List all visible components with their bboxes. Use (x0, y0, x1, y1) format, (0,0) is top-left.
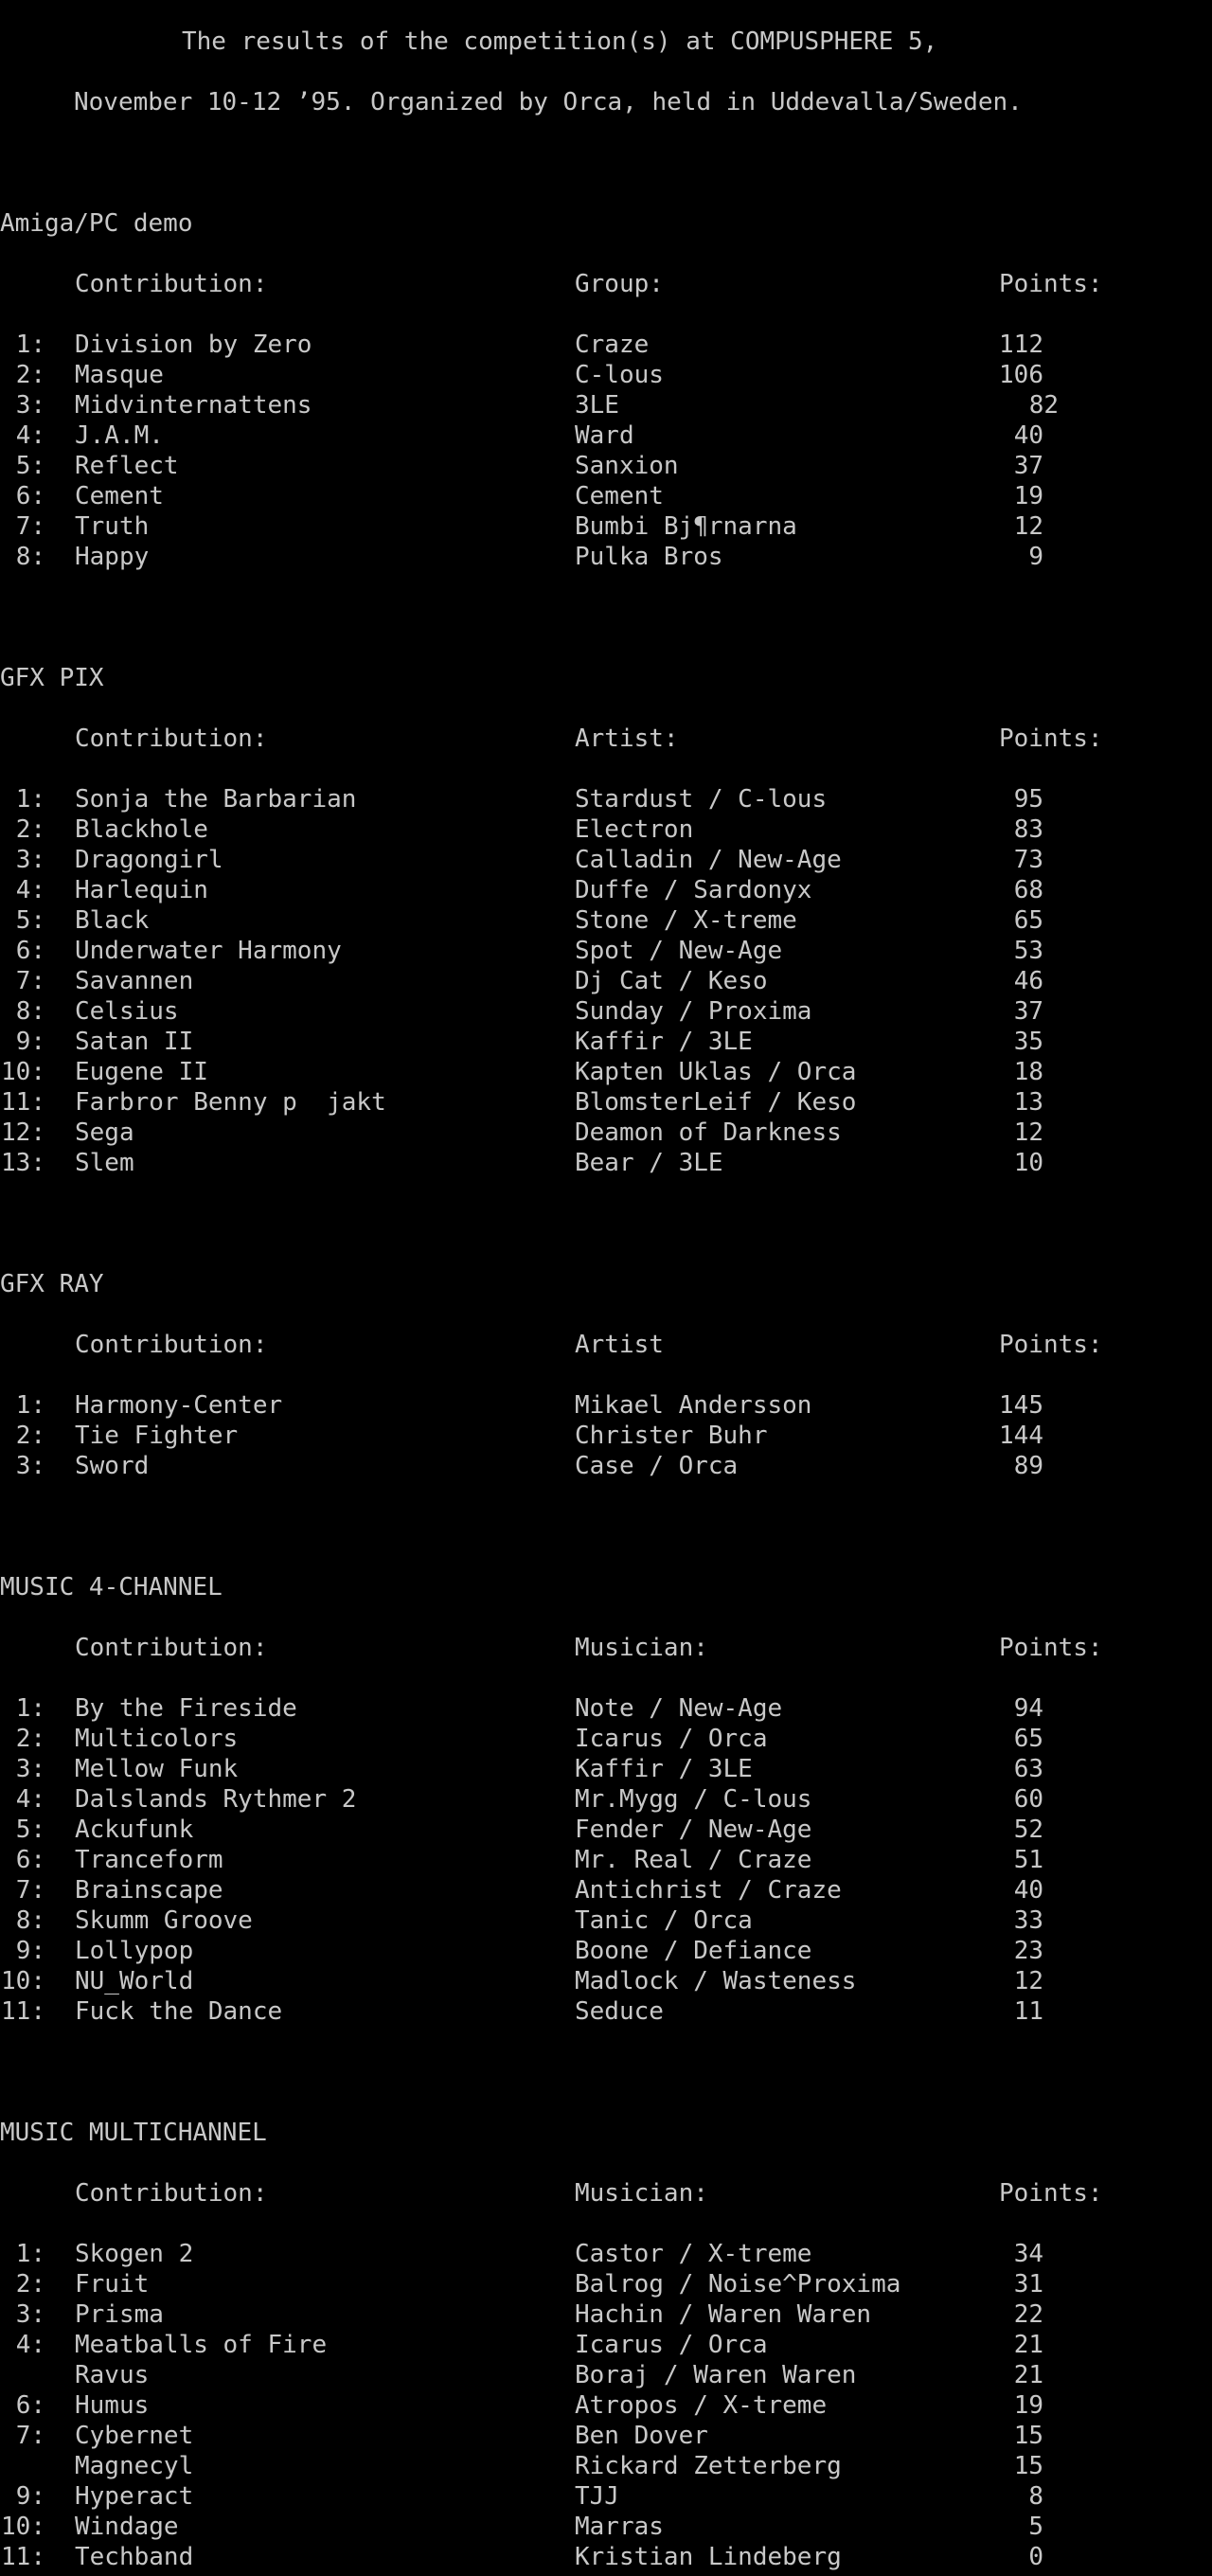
table-row (0, 1057, 1212, 1087)
table-row (0, 996, 1212, 1027)
points: 23 (1013, 1937, 1043, 1965)
rank: 9: (15, 2482, 45, 2511)
table-row (0, 1966, 1212, 1996)
points: 22 (1013, 2300, 1043, 2329)
rank: 11: (1, 1997, 45, 2026)
author: Rickard Zetterberg (575, 2452, 842, 2480)
rank: 7: (15, 512, 45, 541)
contribution: Skumm Groove (75, 1906, 253, 1935)
table-row (0, 1451, 1212, 1481)
rank: 4: (15, 1785, 45, 1814)
contribution: Fuck the Dance (75, 1997, 283, 2026)
contribution: Ackufunk (75, 1816, 194, 1844)
author: Electron (575, 815, 694, 844)
author: Bear / 3LE (575, 1149, 723, 1177)
table-row (0, 1905, 1212, 1936)
points: 33 (1013, 1906, 1043, 1935)
author: Ben Dover (575, 2422, 708, 2450)
rank: 8: (15, 1906, 45, 1935)
author: Castor / X-treme (575, 2240, 812, 2268)
section-title: GFX RAY (0, 1270, 104, 1298)
author: Sunday / Proxima (575, 997, 812, 1026)
contribution: Harlequin (75, 876, 208, 904)
points: 94 (1013, 1694, 1043, 1723)
header-points: Points: (999, 270, 1103, 298)
contribution: Blackhole (75, 815, 208, 844)
header-author: Group: (575, 270, 664, 298)
contribution: Skogen 2 (75, 2240, 194, 2268)
table-row (0, 1087, 1212, 1118)
author: Spot / New-Age (575, 937, 783, 965)
table-row (0, 360, 1212, 390)
table-row (0, 2421, 1212, 2451)
contribution: Sonja the Barbarian (75, 785, 357, 814)
contribution: Slem (75, 1149, 134, 1177)
author: Christer Buhr (575, 1422, 768, 1450)
rank: 1: (15, 2240, 45, 2268)
author: Ward (575, 421, 634, 450)
contribution: Celsius (75, 997, 179, 1026)
contribution: Fruit (75, 2270, 150, 2299)
rank: 5: (15, 452, 45, 480)
contribution: Tranceform (75, 1846, 223, 1874)
author: Kaffir / 3LE (575, 1755, 753, 1783)
rank: 2: (15, 2270, 45, 2299)
contribution: Midvinternattens (75, 391, 312, 420)
contribution: Dalslands Rythmer 2 (75, 1785, 357, 1814)
points: 11 (1013, 1997, 1043, 2026)
points: 18 (1013, 1058, 1043, 1086)
contribution: Cement (75, 482, 164, 510)
contribution: Black (75, 906, 150, 935)
author: Pulka Bros (575, 543, 723, 571)
points: 37 (1013, 452, 1043, 480)
author: Note / New-Age (575, 1694, 783, 1723)
contribution: Meatballs of Fire (75, 2331, 328, 2359)
table-row (0, 1784, 1212, 1815)
column-headers (0, 269, 1212, 299)
header-author: Musician: (575, 1634, 708, 1662)
rank: 8: (15, 997, 45, 1026)
points: 0 (1028, 2543, 1043, 2571)
contribution: Harmony-Center (75, 1391, 283, 1420)
table-row (0, 784, 1212, 814)
table-row (0, 2481, 1212, 2512)
author: Icarus / Orca (575, 1725, 768, 1753)
rank: 2: (15, 1422, 45, 1450)
table-row (0, 2390, 1212, 2421)
table-row (0, 2451, 1212, 2481)
table-row (0, 1724, 1212, 1754)
document-subtitle: November 10-12 ’95. Organized by Orca, held in Uddevalla/Sweden. (74, 88, 1023, 116)
rank: 4: (15, 421, 45, 450)
rank: 7: (15, 967, 45, 995)
table-row (0, 1390, 1212, 1421)
author: Antichrist / Craze (575, 1876, 842, 1905)
points: 13 (1013, 1088, 1043, 1117)
author: Madlock / Wasteness (575, 1967, 857, 1995)
author: Stone / X-treme (575, 906, 797, 935)
table-row (0, 936, 1212, 966)
contribution: Savannen (75, 967, 194, 995)
contribution: Magnecyl (75, 2452, 194, 2480)
rank: 13: (1, 1149, 45, 1177)
points: 37 (1013, 997, 1043, 1026)
author: Craze (575, 331, 650, 359)
column-headers (0, 1330, 1212, 1360)
points: 95 (1013, 785, 1043, 814)
rank: 11: (1, 1088, 45, 1117)
author: Sanxion (575, 452, 679, 480)
points: 35 (1013, 1028, 1043, 1056)
points: 19 (1013, 2391, 1043, 2420)
points: 51 (1013, 1846, 1043, 1874)
points: 63 (1013, 1755, 1043, 1783)
author: Duffe / Sardonyx (575, 876, 812, 904)
rank: 3: (15, 391, 45, 420)
table-row (0, 1693, 1212, 1724)
author: Mr.Mygg / C-lous (575, 1785, 812, 1814)
rank: 6: (15, 2391, 45, 2420)
points: 73 (1013, 846, 1043, 874)
points: 145 (999, 1391, 1043, 1420)
table-row (0, 1815, 1212, 1845)
table-row (0, 905, 1212, 936)
rank: 5: (15, 906, 45, 935)
points: 40 (1013, 1876, 1043, 1905)
table-row (0, 330, 1212, 360)
contribution: J.A.M. (75, 421, 164, 450)
contribution: Masque (75, 361, 164, 389)
section-title: GFX PIX (0, 664, 104, 692)
points: 12 (1013, 1118, 1043, 1147)
rank: 3: (15, 1755, 45, 1783)
author: Boone / Defiance (575, 1937, 812, 1965)
table-row (0, 1875, 1212, 1905)
table-row (0, 1421, 1212, 1451)
table-row (0, 390, 1212, 420)
header-points: Points: (999, 724, 1103, 753)
contribution: Reflect (75, 452, 179, 480)
rank: 1: (15, 785, 45, 814)
author: Marras (575, 2513, 664, 2541)
points: 21 (1013, 2331, 1043, 2359)
table-row (0, 2239, 1212, 2269)
author: Dj Cat / Keso (575, 967, 768, 995)
points: 46 (1013, 967, 1043, 995)
author: Balrog / Noise^Proxima (575, 2270, 901, 2299)
rank: 9: (15, 1028, 45, 1056)
rank: 4: (15, 876, 45, 904)
contribution: Windage (75, 2513, 179, 2541)
contribution: Division by Zero (75, 331, 312, 359)
contribution: Cybernet (75, 2422, 194, 2450)
table-row (0, 542, 1212, 572)
column-headers (0, 2178, 1212, 2209)
contribution: Lollypop (75, 1937, 194, 1965)
author: TJJ (575, 2482, 619, 2511)
contribution: Tie Fighter (75, 1422, 239, 1450)
header-author: Artist (575, 1331, 664, 1359)
points: 15 (1013, 2422, 1043, 2450)
rank: 6: (15, 937, 45, 965)
header-points: Points: (999, 1634, 1103, 1662)
author: Kristian Lindeberg (575, 2543, 842, 2571)
rank: 2: (15, 1725, 45, 1753)
points: 83 (1013, 815, 1043, 844)
rank: 1: (15, 1391, 45, 1420)
header-author: Artist: (575, 724, 679, 753)
contribution: By the Fireside (75, 1694, 297, 1723)
author: Mr. Real / Craze (575, 1846, 812, 1874)
rank: 5: (15, 1816, 45, 1844)
rank: 3: (15, 1452, 45, 1480)
rank: 6: (15, 1846, 45, 1874)
points: 68 (1013, 876, 1043, 904)
rank: 12: (1, 1118, 45, 1147)
contribution: Dragongirl (75, 846, 223, 874)
table-row (0, 2542, 1212, 2572)
column-headers (0, 1633, 1212, 1663)
points: 19 (1013, 482, 1043, 510)
table-row (0, 1845, 1212, 1875)
rank: 2: (15, 361, 45, 389)
points: 106 (999, 361, 1043, 389)
author: Stardust / C-lous (575, 785, 828, 814)
contribution: Humus (75, 2391, 150, 2420)
points: 89 (1013, 1452, 1043, 1480)
author: Seduce (575, 1997, 664, 2026)
table-row (0, 1936, 1212, 1966)
points: 52 (1013, 1816, 1043, 1844)
table-row (0, 481, 1212, 511)
contribution: Sega (75, 1118, 134, 1147)
points: 21 (1013, 2361, 1043, 2389)
author: Kaffir / 3LE (575, 1028, 753, 1056)
header-contribution: Contribution: (75, 270, 268, 298)
document-title: The results of the competition(s) at COMPUSPHERE 5, (182, 27, 938, 56)
table-row (0, 1996, 1212, 2027)
table-row (0, 511, 1212, 542)
author: C-lous (575, 361, 664, 389)
table-row (0, 2512, 1212, 2542)
table-row (0, 966, 1212, 996)
header-contribution: Contribution: (75, 2179, 268, 2208)
table-row (0, 2269, 1212, 2299)
table-row (0, 1754, 1212, 1784)
author: Cement (575, 482, 664, 510)
points: 65 (1013, 1725, 1043, 1753)
rank: 9: (15, 1937, 45, 1965)
table-row (0, 1148, 1212, 1178)
rank: 8: (15, 543, 45, 571)
section-title: Amiga/PC demo (0, 209, 193, 238)
contribution: Truth (75, 512, 150, 541)
points: 10 (1013, 1149, 1043, 1177)
author: Fender / New-Age (575, 1816, 812, 1844)
author: Kapten Uklas / Orca (575, 1058, 857, 1086)
author: Deamon of Darkness (575, 1118, 842, 1147)
column-headers (0, 724, 1212, 754)
author: Atropos / X-treme (575, 2391, 828, 2420)
header-points: Points: (999, 2179, 1103, 2208)
author: Case / Orca (575, 1452, 739, 1480)
rank: 11: (1, 2543, 45, 2571)
contribution: Hyperact (75, 2482, 194, 2511)
table-row (0, 2299, 1212, 2330)
contribution: Eugene II (75, 1058, 208, 1086)
points: 144 (999, 1422, 1043, 1450)
contribution: Brainscape (75, 1876, 223, 1905)
author: Tanic / Orca (575, 1906, 753, 1935)
table-row (0, 2330, 1212, 2360)
points: 12 (1013, 512, 1043, 541)
header-points: Points: (999, 1331, 1103, 1359)
table-row (0, 814, 1212, 845)
header-author: Musician: (575, 2179, 708, 2208)
points: 82 (1028, 391, 1059, 420)
points: 40 (1013, 421, 1043, 450)
rank: 4: (15, 2331, 45, 2359)
table-row (0, 845, 1212, 875)
contribution: Ravus (75, 2361, 150, 2389)
points: 12 (1013, 1967, 1043, 1995)
rank: 3: (15, 846, 45, 874)
points: 60 (1013, 1785, 1043, 1814)
points: 9 (1028, 543, 1043, 571)
table-row (0, 451, 1212, 481)
rank: 6: (15, 482, 45, 510)
points: 53 (1013, 937, 1043, 965)
contribution: Techband (75, 2543, 194, 2571)
points: 15 (1013, 2452, 1043, 2480)
author: Bumbi Bj¶rnarna (575, 512, 797, 541)
table-row (0, 420, 1212, 451)
author: Calladin / New-Age (575, 846, 842, 874)
section-title: MUSIC MULTICHANNEL (0, 2119, 267, 2147)
rank: 2: (15, 815, 45, 844)
author: Mikael Andersson (575, 1391, 812, 1420)
contribution: Satan II (75, 1028, 194, 1056)
contribution: NU_World (75, 1967, 194, 1995)
points: 112 (999, 331, 1043, 359)
rank: 7: (15, 2422, 45, 2450)
points: 65 (1013, 906, 1043, 935)
rank: 1: (15, 331, 45, 359)
points: 34 (1013, 2240, 1043, 2268)
contribution: Farbror Benny p jakt (75, 1088, 386, 1117)
rank: 10: (1, 1967, 45, 1995)
rank: 1: (15, 1694, 45, 1723)
header-contribution: Contribution: (75, 1331, 268, 1359)
contribution: Underwater Harmony (75, 937, 342, 965)
rank: 3: (15, 2300, 45, 2329)
author: BlomsterLeif / Keso (575, 1088, 857, 1117)
header-contribution: Contribution: (75, 1634, 268, 1662)
rank: 10: (1, 1058, 45, 1086)
contribution: Prisma (75, 2300, 164, 2329)
points: 5 (1028, 2513, 1043, 2541)
author: Icarus / Orca (575, 2331, 768, 2359)
table-row (0, 1118, 1212, 1148)
points: 31 (1013, 2270, 1043, 2299)
rank: 7: (15, 1876, 45, 1905)
header-contribution: Contribution: (75, 724, 268, 753)
rank: 10: (1, 2513, 45, 2541)
table-row (0, 2360, 1212, 2390)
author: 3LE (575, 391, 619, 420)
contribution: Happy (75, 543, 150, 571)
section-title: MUSIC 4-CHANNEL (0, 1573, 223, 1601)
contribution: Mellow Funk (75, 1755, 239, 1783)
table-row (0, 1027, 1212, 1057)
contribution: Sword (75, 1452, 150, 1480)
author: Boraj / Waren Waren (575, 2361, 857, 2389)
table-row (0, 875, 1212, 905)
contribution: Multicolors (75, 1725, 239, 1753)
points: 8 (1028, 2482, 1043, 2511)
author: Hachin / Waren Waren (575, 2300, 872, 2329)
